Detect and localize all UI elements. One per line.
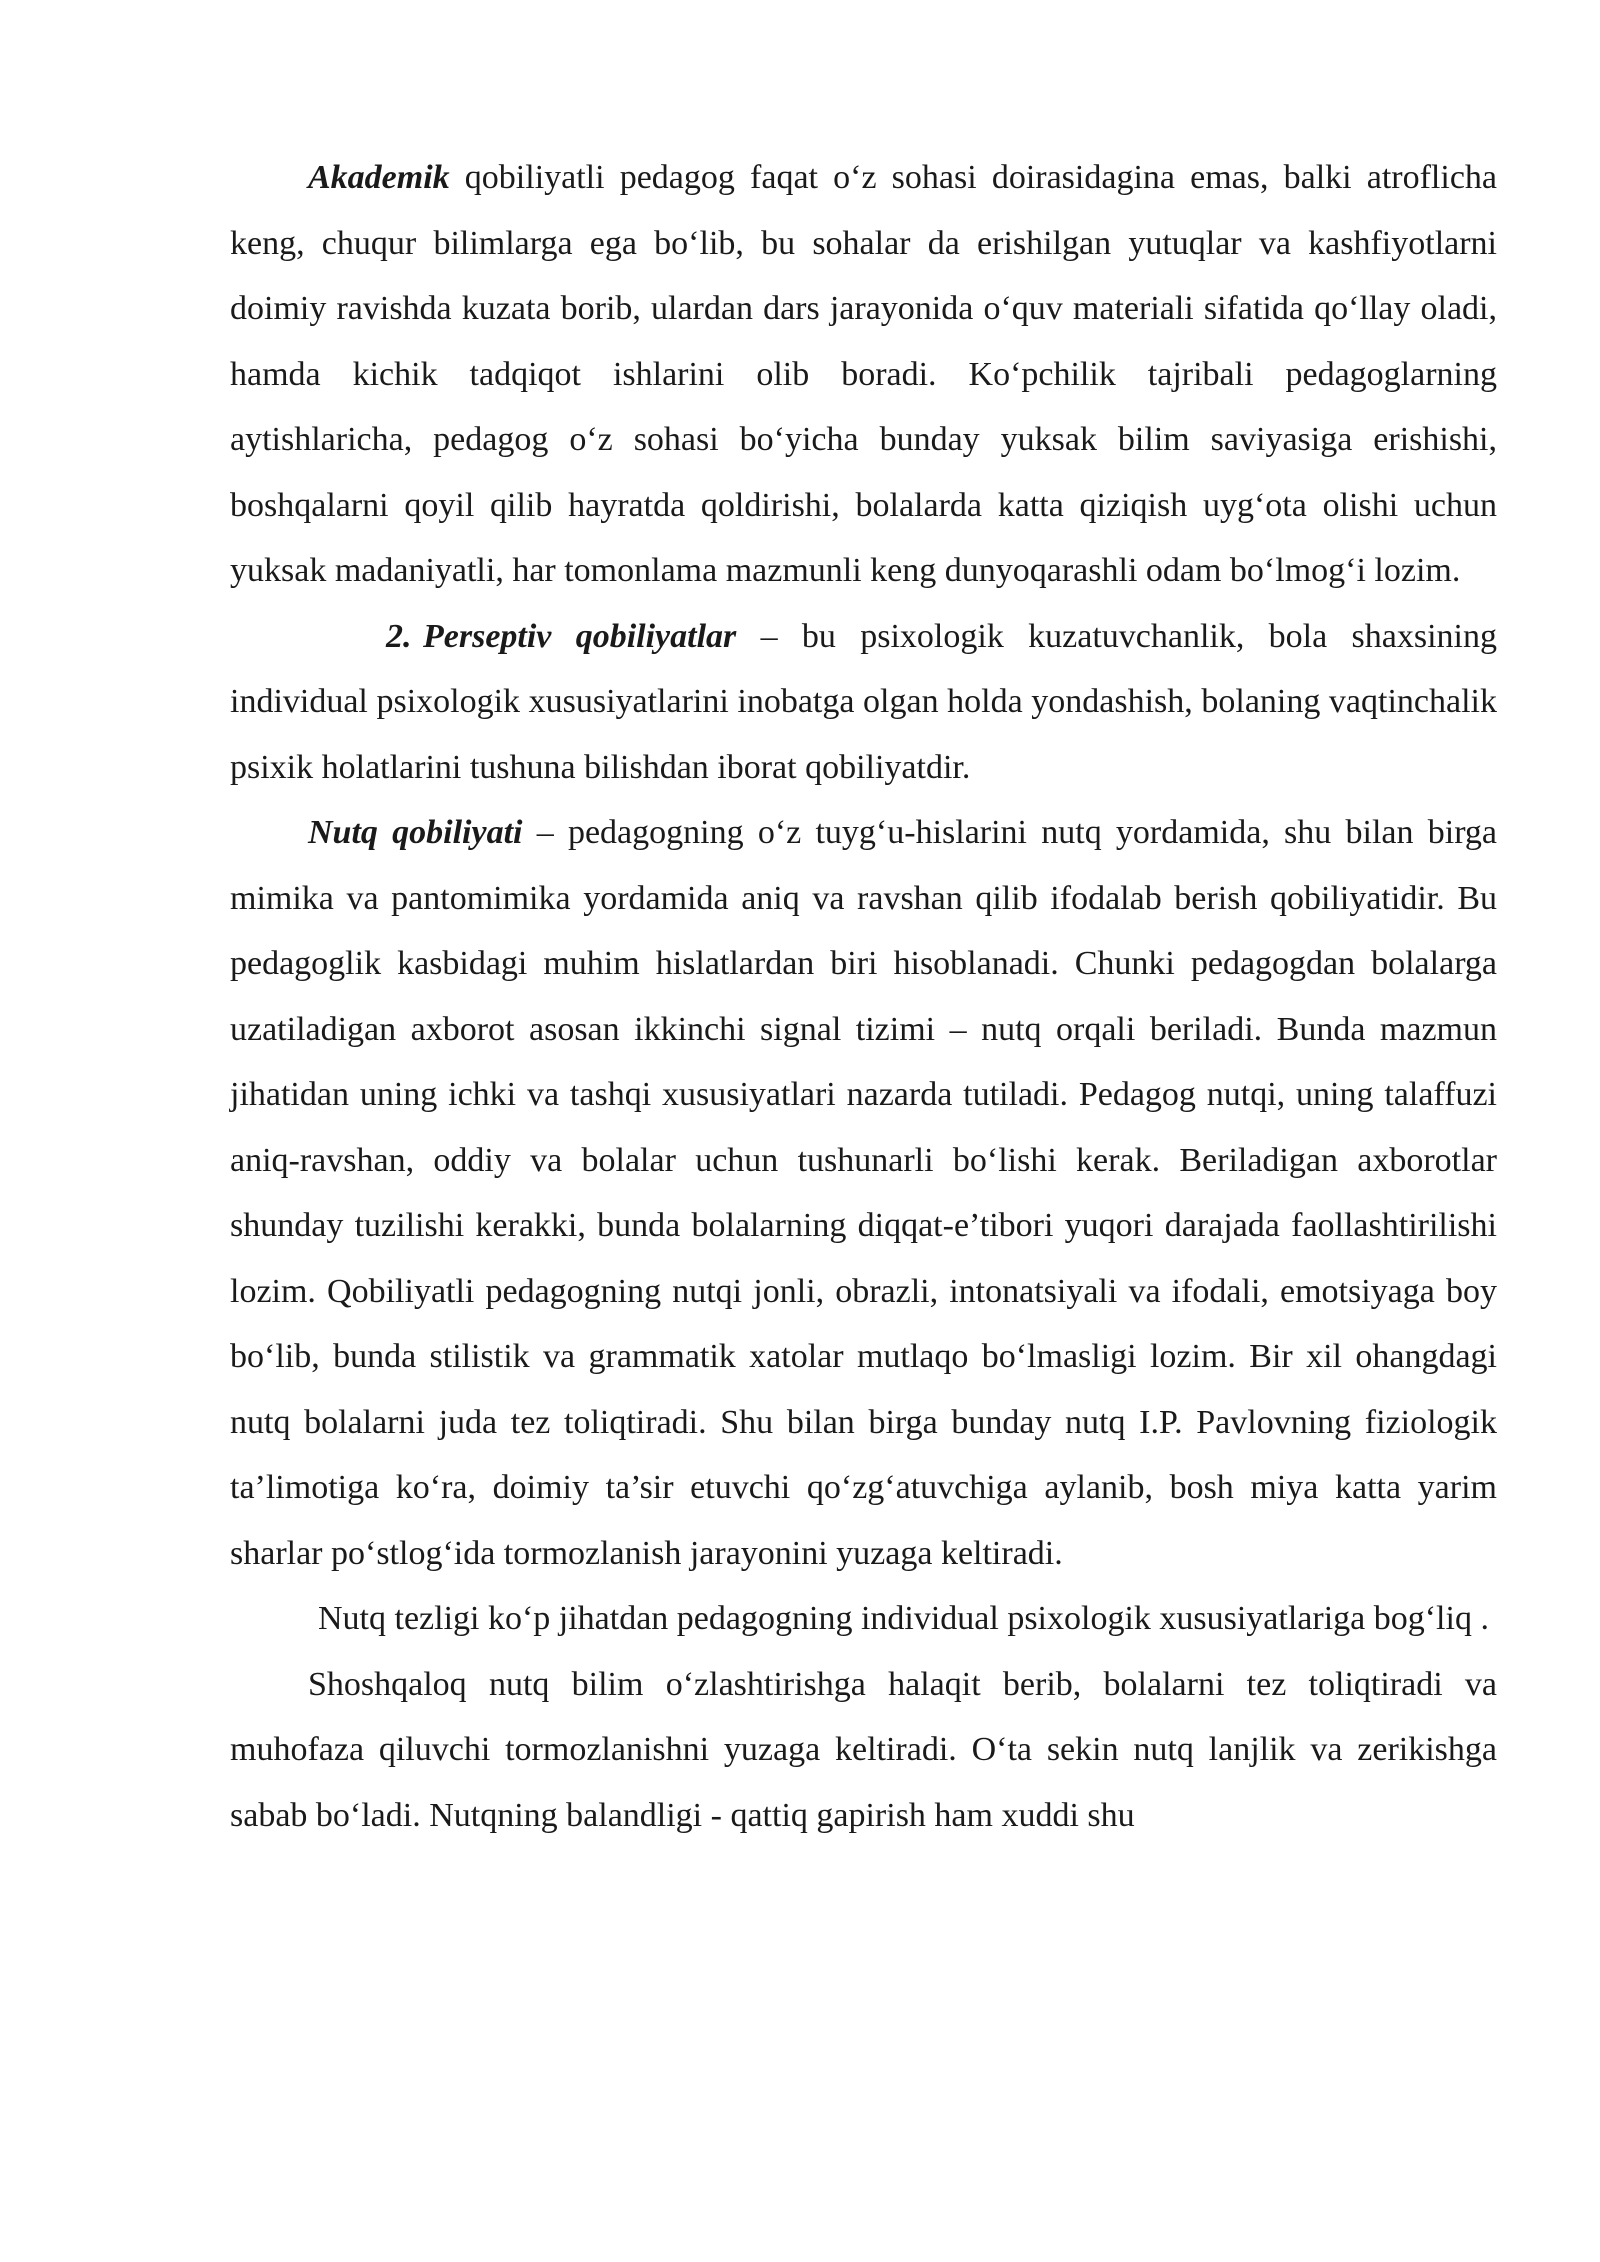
paragraph-shoshqaloq xyxy=(230,1652,1497,1849)
term-nutq-qobiliyati: Nutq qobiliyati xyxy=(308,814,523,851)
paragraph-perseptiv xyxy=(230,604,1497,801)
list-number: 2. xyxy=(386,617,412,655)
term-perseptiv: Perseptiv qobiliyatlar xyxy=(423,617,737,655)
paragraph-nutq-tezligi xyxy=(230,1586,1497,1652)
paragraph-text: Nutq tezligi ko‘p jihatdan pedagogning individual psixologik xususiyatlariga bog‘liq . xyxy=(318,1600,1489,1637)
term-akademik: Akademik xyxy=(308,159,450,196)
paragraph-text: qobiliyatli pedagog faqat o‘z sohasi doirasidagina emas, balki atroflicha keng, chuqur bilimlarga ega bo‘lib, bu sohalar da erishilgan yutuqlar va kashfiyotlarni doimiy ravishda kuzata borib, ulardan dars jarayonida o‘quv materiali sifatida qo‘llay oladi, hamda kichik tadqiqot ishlarini olib boradi. Ko‘pchilik tajribali pedagoglarning aytishlaricha, pedagog o‘z sohasi bo‘yicha bunday yuksak bilim saviyasiga erishishi, boshqalarni qoyil qilib hayratda qoldirishi, bolalarda katta qiziqish uyg‘ota olishi uchun yuksak madaniyatli, har tomonlama mazmunli keng dunyoqarashli odam bo‘lmog‘i lozim. xyxy=(230,159,1497,589)
document-page xyxy=(230,145,1497,1848)
paragraph-text: – pedagogning o‘z tuyg‘u-hislarini nutq yordamida, shu bilan birga mimika va pantomimika yordamida aniq va ravshan qilib ifodalab berish qobiliyatidir. Bu pedagoglik kasbidagi muhim hislatlardan biri hisoblanadi. Chunki pedagogdan bolalarga uzatiladigan axborot asosan ikkinchi signal tizimi – nutq orqali beriladi. Bunda mazmun jihatidan uning ichki va tashqi xususiyatlari nazarda tutiladi. Pedagog nutqi, uning talaffuzi aniq-ravshan, oddiy va bolalar uchun tushunarli bo‘lishi kerak. Beriladigan axborotlar shunday tuzilishi kerakki, bunda bolalarning diqqat-e’tibori yuqori darajada faollashtirilishi lozim. Qobiliyatli pedagogning nutqi jonli, obrazli, intonatsiyali va ifodali, emotsiyaga boy bo‘lib, bunda stilistik va grammatik xatolar mutlaqo bo‘lmasligi lozim. Bir xil ohangdagi nutq bolalarni juda tez toliqtiradi. Shu bilan birga bunday nutq I.P. Pavlovning fiziologik ta’limotiga ko‘ra, doimiy ta’sir etuvchi qo‘zg‘atuvchiga aylanib, bosh miya katta yarim sharlar po‘stlog‘ida tormozlanish jarayonini yuzaga keltiradi. xyxy=(230,814,1498,1572)
paragraph-text: – bu psixologik kuzatuvchanlik, bola shaxsining individual psixologik xususiyatlarini inobatga olgan holda yondashish, bolaning vaqtinchalik psixik holatlarini tushuna bilishdan iborat qobiliyatdir. xyxy=(230,617,1497,786)
paragraph-akademik xyxy=(230,145,1497,604)
paragraph-text: Shoshqaloq nutq bilim o‘zlashtirishga halaqit berib, bolalarni tez toliqtiradi va muhofaza qiluvchi tormozlanishni yuzaga keltiradi. O‘ta sekin nutq lanjlik va zerikishga sabab bo‘ladi. Nutqning balandligi - qattiq gapirish ham xuddi shu xyxy=(230,1665,1497,1834)
paragraph-nutq-qobiliyati xyxy=(230,800,1497,1586)
